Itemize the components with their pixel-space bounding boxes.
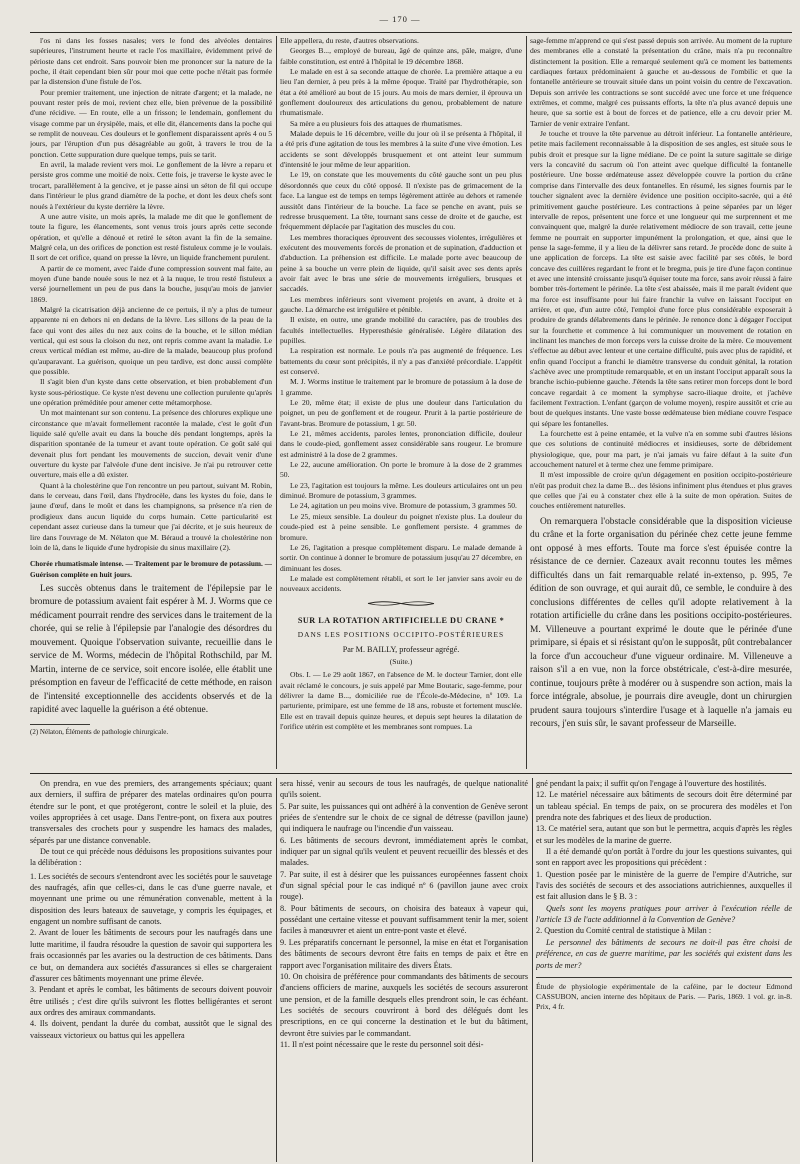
paragraph: Le 24, agitation un peu moins vive. Bromure de potassium, 3 grammes 50. [290, 501, 517, 511]
paragraph: Georges B..., employé de bureau, âgé de quinze ans, pâle, maigre, d'une faible constitution, est entré à l'hôpital le 19 décembre 1868. [280, 46, 522, 66]
list-item: 10. On choisira de préférence pour commandants des bâtiments de secours d'anciens officiers de marine, auxquels les sociétés de secours assureront une pension, et de la famille desquels elles prendront soin, le cas échéant. Les sociétés de secours couvriront à bord des délégués dont les prescriptions, en ce qui concerne la destination et le but du bâtiment, devront être suivies par le commandant. [280, 971, 528, 1038]
paragraph: Le malade est complètement rétabli, et sort le 1er janvier sans avoir eu de nouveaux accidents. [280, 573, 522, 594]
paragraph-large: On remarquera l'obstacle considérable que la disposition vicieuse du crâne et la forte organisation du périnée chez cette jeune femme ont opposé à mes efforts. Toute ma force s'est épuisée contre la résistance de ce dernier. Cazeaux avait reconnu toutes les mêmes difficultés dans un fait remarquable relaté in-extenso, p. 995, 7e édition de son ouvrage, et qui aurait dû, ce semble, le conduire à des conclusions différentes de celles qu'il adopte relativement à la rotation artificielle du crâne dans les positions occipito-postérieures. M. Villeneuve a pourtant exprimé le doute que le périnée d'une primipare, si épais et si résistant qu'on le supposât, pût contrebalancer la force d'un accoucheur d'une vigueur ordinaire. M. Villeneuve a raison s'il a en vue, non la force obstétricale, c'est-à-dire mesurée, continue, toujours prête à modérer ou à suspendre son action, mais la force intégrale, absolue, je pourrais dire aveugle, dont un chirurgien prudent saura toujours s'interdire l'usage et à laquelle n'a jamais eu recours, j'en suis sûr, le savant professeur de Marseille. [530, 516, 792, 730]
list-item: 11. Il n'est point nécessaire que le reste du personnel soit dési- [280, 1039, 484, 1049]
list-item: 1. Question posée par le ministère de la guerre de l'empire d'Autriche, sur l'avis des sociétés de secours et des associations autrichiennes, auxquelles il est fait allusion dans le § B. 3 : [536, 869, 792, 902]
top-middle-column [280, 36, 522, 769]
paragraph: sage-femme m'apprend ce qui s'est passé depuis son arrivée. Au moment de la rupture des membranes elle a constaté la présentation du crâne, mais n'a pu reconnaître distinctement la position. Elle a remarqué seulement qu'à ce moment les battements cardiaques fœtaux prédominaient à gauche et au-dessous de l'ombilic et que la fontanelle antérieure se trouvait située dans un point voisin du centre de l'excavation. Depuis son arrivée les contractions se sont succédé avec une force et une fréquence extrêmes, et comme, malgré ces puissants efforts, la tête n'a plus avancé depuis une heure, que sa sortie est à bout de forces et de patience, elle a cru devoir prier M. Tarnier de venir extraire l'enfant. [530, 36, 792, 128]
ornament [280, 600, 522, 610]
paragraph: A une autre visite, un mois après, la malade me dit que le gonflement de toute la figure, les élancements, sont venus trois jours après cette seconde opération, et qu'elle a dénoué et retiré le séton avant la fin de la semaine. Malgré cela, un des orifices de ponction est resté fistuleux comme je le voulais. Il sort de cet orifice, quand on presse la lèvre, un liquide franchement purulent. [30, 211, 272, 263]
section-paragraph: Les succès obtenus dans le traitement de l'épilepsie par le bromure de potassium avaient fait espérer à M. J. Worms que ce médicament pourrait rendre des services dans le traitement de la chorée, qui se relie à l'épilepsie par l'analogie des désordres du mouvement. Quoique l'observation suivante, recueillie dans le service de M. Worms, médecin de l'hôpital Rothschild, par M. Martin, interne de ce service, soit encore isolée, elle établit une présomption en faveur de l'efficacité de cette méthode, en raison de l'intensité exceptionnelle des accidents observés et de la rapidité avec laquelle la guérison a été obtenue. [30, 583, 272, 716]
paragraph: Les membres thoraciques éprouvent des secousses violentes, irrégulières et exécutent des mouvements forcés de pronation et de supination, d'adduction et d'abduction. La préhension est difficile. Le malade porte avec beaucoup de peine à sa bouche un verre plein de liquide, qu'il saisit avec ses dents après avoir fait avec le bras une série de mouvements irréguliers, brusques et saccadés. [280, 232, 522, 294]
paragraph: Elle appellera, du reste, d'autres observations. [280, 36, 419, 45]
footnote-rule [30, 724, 90, 725]
top-left-column [30, 36, 272, 769]
paragraph: De tout ce qui précède nous déduisons les propositions suivantes pour la délibération : [30, 847, 272, 868]
paragraph: En avril, la malade revient vers moi. Le gonflement de la lèvre a reparu et persiste gros comme une moitié de noix. Cette fois, je traverse le kyste avec le trocart, parallèlement à la gencive, et je passe ainsi un séton de fil qui occupe dans l'intérieur le plus grand diamètre de la poche, et dont les deux chefs sont noués à l'extérieur du kyste derrière la lèvre. [30, 160, 272, 211]
paragraph: Il a été demandé qu'on portât à l'ordre du jour les questions suivantes, qui sont en rapport avec les propositions qui précèdent : [536, 847, 792, 868]
list-item: 5. Par suite, les puissances qui ont adhéré à la convention de Genève seront priées de s'entendre sur le choix de ce signal de détresse (pavillon jaune) qui indiquera le naufrage ou l'incendie d'un vaisseau. [280, 801, 528, 834]
paragraph: Pour premier traitement, une injection de nitrate d'argent; et la malade, ne pouvant rester près de moi, revient chez elle, bien prévenue de la possibilité d'une récidive. — En route, elle a un frisson; le lendemain, gonflement du visage comme par un érysipèle, mais, et elle dit, élancements dans la poche qui se remplit de nouveau. Ces douleurs et le gonflement disparaissent après 4 ou 5 jours, par l'éruption d'un pus désagréable au goût, à travers le trou de la ponction. Cette suppuration dure quelque temps, puis se tarit. [30, 87, 272, 159]
column-rule [526, 36, 527, 769]
list-item: 1. Les sociétés de secours s'entendront avec les sociétés pour le sauvetage des naufragés, afin que celles-ci, dans le cas d'une guerre navale, et moyennant une prime ou une rémunération convenable, mettent à la disposition des leurs bateaux de sauvetage, y compris les équipages, et engagent un nombre suffisant de canots. [30, 871, 272, 927]
paragraph: Il m'est impossible de croire qu'un dégagement en position occipito-postérieure n'eût pas produit chez la dame B... des lésions infiniment plus étendues et plus graves que celles que j'ai eu à constater chez elle à la suite de mon opération. Suites de couches entièrement naturelles. [530, 470, 792, 511]
paragraph: Obs. I. — Le 29 août 1867, en l'absence de M. le docteur Tarnier, dont elle avait réclamé le concours, je suis appelé par Mme Boutaric, sage-femme, pour délivrer la dame B..., domiciliée rue de l'École-de-Médecine, nº 109. La parturiente, primipare, est une femme de 18 ans, robuste et fortement musclée. Elle est en travail depuis quinze heures, et depuis sept heures la dilatation de l'orifice utérin est complète et les membranes sont rompues. La [280, 670, 522, 731]
bottom-left-column [30, 778, 272, 1162]
list-item: 13. Ce matériel sera, autant que son but le permettra, acquis d'après les règles et sur les modèles de la marine de guerre. [536, 824, 792, 845]
paragraph: Il s'agit bien d'un kyste dans cette observation, et bien probablement d'un kyste sous-périostique. Ce kyste n'est devenu une collection purulente qu'après une opération préméditée pour amener cette métamorphose. [30, 377, 272, 408]
paragraph: M. J. Worms institue le traitement par le bromure de potassium à la dose de 1 gramme. [280, 377, 522, 397]
paragraph: Il existe, en outre, une grande mobilité du caractère, pas de troubles des facultés intellectuelles. Hyperesthésie généralisée. Légère dilatation des pupilles. [280, 315, 522, 345]
list-item: sera hissé, venir au secours de tous les naufragés, de quelque nationalité qu'ils soient. [280, 779, 528, 800]
page-number: — 170 — [379, 14, 421, 24]
article-subtitle: DANS LES POSITIONS OCCIPITO-POSTÉRIEURES [297, 630, 505, 640]
column-rule [532, 778, 533, 1162]
paragraph: Le 23, l'agitation est toujours la même. Les douleurs articulaires ont un peu diminué. Bromure de potassium, 3 grammes. [280, 480, 522, 501]
paragraph: Le malade en est à sa seconde attaque de chorée. La première attaque a eu lieu l'an dernier, à peu près à la même époque. Traité par l'hydrothérapie, son état a été amélioré au bout de 15 jours. Au mois de mars dernier, il éprouva un gonflement douloureux des articulations du genou, probablement de nature rhumatismale. [280, 67, 522, 118]
proposals-list [30, 871, 272, 1041]
book-review: Étude de physiologie expérimentale de la caféine, par le docteur Edmond CASSUBON, ancien interne des hôpitaux de Paris. — Paris, 1869. 1 vol. gr. in-8. Prix, 4 fr. [536, 981, 792, 1012]
paragraph: Je touche et trouve la tête parvenue au détroit inférieur. La fontanelle antérieure, petite mais facilement reconnaissable à la disposition de ses angles, est située sous le pubis droit et presque sur la ligne médiane. De ce point la suture sagittale se dirige vers la concavité du sacrum où l'on atteint avec quelque difficulté la fontanelle postérieure. Une bosse œdémateuse assez développée couvre la portion du crâne comprise dans l'intervalle des deux fontanelles. En résumé, les signes fournis par le toucher signalent avec la dernière évidence une position occipito-sacrée, qui a été primitivement gauche postérieure. Les contractions à peine séparées par un léger intervalle de repos, présentent une force et une longueur qui me surprennent et me convainquent que, malgré la durée relativement médiocre de son travail, cette jeune femme ne pourrait en supporter impunément la prolongation, et que, ainsi que le pense la sage-femme, il y a lieu de la délivrer sans retard. Je procède donc de suite à une application de forceps. La tête est saisie avec facilité par ses côtés, le bord concave des cuillères regardant le front et le bregma, puis je tire d'une façon continue et avec une intensité croissante jusqu'à équiser toute ma force, sans avoir réussi à faire bomber très-fortement le périnée. La tête s'est abaissée, mais il me paraît évident que ma force est insuffisante pour lui faire franchir la vulve en laissant l'occiput en arrière, et que, d'un autre côté, l'emploi d'une force plus considérable exposerait à produire de grands délabrements dans le périnée. Je renonce donc à dégager l'occiput sur la fourchette et commence à lui communiquer un mouvement de rotation en inclinant les manches de mon forceps vers la cuisse droite de la mère. Ce mouvement s'effectue au début avec lenteur et une certaine difficulté, puis avec plus de rapidité, et enfin quand l'occiput a franchi le diamètre transverse du conduit génital, la rotation s'achève avec une promptitude remarquable, et en un instant l'occiput apparaît sous la branche ischio-pubienne gauche. J'étends la tête sans retirer mon forceps dont le bord concave regardait à ce moment la symphyse sacro-iliaque droite, et j'achève facilement l'extraction. L'enfant (garçon de volume moyen), respire aussitôt et crie au bout de quelques instants. Une vaste bosse œdémateuse bien médiane couvre l'espace qui sépare les fontanelles. [530, 129, 792, 428]
list-item: 3. Pendant et après le combat, les bâtiments de secours doivent pouvoir être utilisés ; c'est dire qu'ils suivront les flottes belligérantes et seront aux ordres des amiraux commandants. [30, 985, 272, 1017]
list-item: 4. Ils doivent, pendant la durée du combat, aussitôt que le signal des vaisseaux victorieux ou battus qui les appellera [30, 1019, 272, 1040]
section-divider [30, 773, 792, 774]
question-quote: Quels sont les moyens pratiques pour arriver à l'exécution réelle de l'article 13 de l'acte additionnel à la Convention de Genève? [536, 903, 792, 925]
paragraph: Quant à la cholestérine que l'on rencontre un peu partout, suivant M. Robin, dans le cerveau, dans l'œil, dans l'hydrocèle, dans les kystes du foie, dans le jaune d'œuf, dans le moût et dans les champignons, sa présence n'a rien de prodigieux dans aucun liquide du corps humain. Cette particularité est cependant assez curieuse dans la tumeur que j'ai décrite, et je suis heureux de lire dans l'ouvrage de M. Nélaton que M. Béraud a trouvé la cholestérine non loin de là, dans le liquide d'une hydropisie du sinus maxillaire (2). [30, 480, 272, 552]
column-rule [276, 36, 277, 769]
paragraph: La respiration est normale. Le pouls n'a pas augmenté de fréquence. Les battements du cœur sont précipités, il n'y a pas d'anxiété précordiale. L'appétit est conservé. [280, 346, 522, 376]
question-quote: Le personnel des bâtiments de secours ne doit-il pas être choisi de préférence, en cas de guerre maritime, par les sociétés qui existent dans les ports de mer? [536, 937, 792, 970]
paragraph: On prendra, en vue des premiers, des arrangements spéciaux; quant aux derniers, il suffira de préparer des matelas ordinaires qu'on pourra étendre sur le pont, et que protégeront, contre le soleil et la pluie, des voiles appropriées à cet usage. Dans l'entre-pont, on fixera aux poutres transversales des crochets pour y suspendre les hamacs des malades, séparés par une distance convenable. [30, 779, 272, 845]
ornament-flourish [366, 600, 436, 607]
list-item: 2. Avant de louer les bâtiments de secours pour les naufragés dans une lutte maritime, il faudra résoudre la question de savoir qui supportera les frais occasionnés par les avaries ou la destruction de ces bâtiments. Dans ce but, on demandera aux sociétés d'assurances si elles se chargeraient d'assurer ces bâtiments moyennant une prime élevée. [30, 928, 272, 983]
section-heading: Chorée rhumatismale intense. — Traitement par le bromure de potassium. — Guérison complète en huit jours. [30, 559, 272, 579]
top-rule [30, 32, 792, 33]
list-item: 9. Les préparatifs concernant le personnel, la mise en état et l'organisation des bâtiments de secours devront être faits en temps de paix et être en rapport avec l'organisation militaire des divers États. [280, 937, 528, 970]
article-title: SUR LA ROTATION ARTIFICIELLE DU CRANE * [297, 615, 505, 625]
paragraph: Malade depuis le 16 décembre, veille du jour où il se présenta à l'hôpital, il a été pris d'une agitation de tous les membres à la suite d'une vive émotion. Les accidents se sont développés brusquement et ont atteint leur summum d'intensité le jour même de leur apparition. [280, 129, 522, 170]
paragraph: Le 26, l'agitation a presque complètement disparu. Le malade demande à sortir. On continue à donner le bromure de potassium jusqu'au 27 décembre, en diminuant les doses. [280, 542, 522, 573]
list-item: gné pendant la paix; il suffit qu'on l'engage à l'ouverture des hostilités. [536, 779, 767, 788]
paragraph: l'os ni dans les fosses nasales; vers le fond des alvéoles dentaires supérieures, l'instrument heurte et racle l'os maxillaire, évidemment privé de périoste dans cet endroit. Sans pouvoir bien me prononcer sur la nature de la poche, il était cependant bien sûr pour moi que cette poche n'était pas formée par la distension d'une fistule de l'os. [30, 36, 272, 87]
article-author: Par M. BAILLY, professeur agrégé. [342, 644, 460, 654]
review-rule [536, 977, 792, 978]
list-item: 12. Le matériel nécessaire aux bâtiments de secours doit être déterminé par un tableau spécial. En temps de paix, on se procurera des modèles et l'on prendra note des fabriques et des lieux de production. [536, 790, 792, 823]
bottom-middle-column [280, 778, 528, 1162]
bottom-right-column [536, 778, 792, 1162]
paragraph: A partir de ce moment, avec l'aide d'une compression souvent mal faite, au moyen d'une bande nouée sous le nez et à la nuque, le trou resté fistuleux a versé journellement un peu de pus dans la bouche, jusqu'au mois de janvier 1869. [30, 263, 272, 304]
paragraph: La fourchette est à peine entamée, et la vulve n'a en somme subi d'autres lésions que ces solutions de continuité médiocres et insidieuses, sorte de débridement physiologique, que, pour ma part, je n'ai jamais vu faire défaut à la suite d'un accouchement naturel et à terme chez une femme primipare. [530, 429, 792, 470]
footnote: (2) Nélaton, Éléments de pathologie chirurgicale. [30, 727, 169, 736]
paragraph: Le 21, mêmes accidents, paroles lentes, prononciation difficile, douleur dans le coude-pied, gonflement assez considérable sans rougeur. Le bromure est administré à la dose de 2 grammes. [280, 429, 522, 459]
list-item: 7. Par suite, il est à désirer que les puissances européennes fassent choix d'un signal spécial pour le cas indiqué nº 6 (pavillon jaune avec croix rouge). [280, 869, 528, 902]
paragraph: Un mot maintenant sur son contenu. La présence des chlorures explique une circonstance que m'avait formellement racontée la malade, c'est le goût d'un liquide salé qu'elle avait eu dans la bouche dès pendant longtemps, après la disparition spontanée de la tumeur et avant toute opération. Ce goût salé qui devenait plus fort pendant les mouvements de succion, devait venir d'une ouverture du kyste par l'alvéole d'une dent incisive. Je n'ai pu retrouver cette ouverture, mais elle a dû exister. [30, 408, 272, 480]
top-right-column [530, 36, 792, 769]
list-item: 6. Les bâtiments de secours devront, immédiatement après le combat, indiquer par un signal qu'ils veulent et peuvent recueillir des blessés et des malades. [280, 835, 528, 868]
paragraph: Le 19, on constate que les mouvements du côté gauche sont un peu plus désordonnés que ceux du côté opposé. Il n'existe pas de grimacement de la face. La langue est de temps en temps légèrement attirée au dehors et ramenée aussitôt dans l'intérieur de la bouche. La face se penche en avant, puis se redresse brusquement. La tête, tournant sans cesse de droite et de gauche, est fréquemment déplacée par l'agitation des muscles du cou. [280, 170, 522, 232]
paragraph: Le 22, aucune amélioration. On porte le bromure à la dose de 2 grammes 50. [280, 460, 522, 480]
column-rule [276, 778, 277, 1162]
paragraph: Les membres inférieurs sont vivement projetés en avant, à droite et à gauche. La démarche est irrégulière et pénible. [280, 294, 522, 314]
paragraph: Sa mère a eu plusieurs fois des attaques de rhumatismes. [290, 118, 463, 128]
article-suite: (Suite.) [389, 656, 413, 666]
list-item: 2. Question du Comité central de statistique à Milan : [536, 926, 712, 936]
list-item: 8. Pour bâtiments de secours, on choisira des bateaux à vapeur qui, possédant une certaine vitesse et pouvant suffisamment tenir la mer, soient faciles à manœuvrer et aient un entre-pont vaste et élevé. [280, 903, 528, 936]
paragraph: Le 25, mieux sensible. La douleur du poignet n'existe plus. La douleur du coude-pied est à peine sensible. Le gonflement persiste. 4 grammes de bromure. [280, 511, 522, 542]
paragraph: Malgré la cicatrisation déjà ancienne de ce pertuis, il n'y a plus de tumeur apparente ni en dehors ni en dedans de la lèvre. Les sillons de la peau de la face qui vont des ailes du nez aux coins de la bouche, et le sillon médian vertical, qui est sous la cloison du nez, ont repris comme avant la maladie. Le creux vertical médian est même, au-dire de la malade, beaucoup plus profond qu'auparavant. La guérison, quoique un peu tardive, est donc aussi complète que possible. [30, 304, 272, 376]
paragraph: Le 20, même état; il existe de plus une douleur dans l'articulation du poignet, un peu de gonflement et de rougeur. Prurit à la partie postérieure de l'avant-bras. Bromure de potassium, 1 gr. 50. [280, 398, 522, 428]
